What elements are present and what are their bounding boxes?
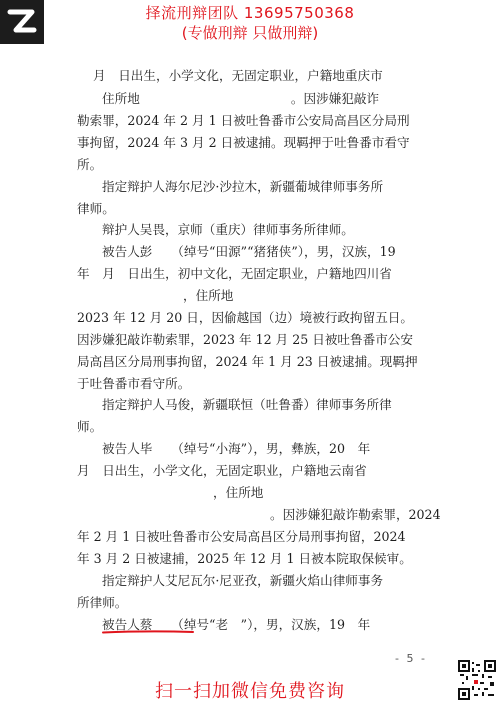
text-line: 事拘留，2024 年 3 月 2 日被逮捕。现羁押于吐鲁番市看守 bbox=[77, 135, 410, 150]
text-line: 被告人毕 （绰号“小海”），男，彝族，20 年 bbox=[102, 441, 371, 456]
text-line: ，住所地 bbox=[183, 288, 234, 303]
text-line: 于吐鲁番市看守所。 bbox=[77, 376, 191, 391]
qr-code-icon[interactable] bbox=[458, 660, 496, 700]
wechat-consult-banner: 扫一扫加微信免费咨询 bbox=[155, 681, 345, 702]
text-line: 被告人彭 （绰号“田源”“猪猪侠”），男，汉族，19 bbox=[102, 244, 396, 259]
text-line: 2023 年 12 月 20 日，因偷越国（边）境被行政拘留五日。 bbox=[77, 310, 413, 325]
text-line: 因涉嫌犯敲诈勒索罪，2023 年 12 月 25 日被吐鲁番市公安 bbox=[77, 332, 413, 347]
text-line: 律师。 bbox=[77, 201, 115, 216]
header-title: 择流刑辩团队 13695750368 bbox=[145, 4, 355, 22]
header-subtitle: (专做刑辩 只做刑辩) bbox=[181, 24, 319, 42]
text-line: 所律师。 bbox=[77, 595, 128, 610]
text-line: 局高昌区分局刑事拘留，2024 年 1 月 23 日被逮捕。现羁押 bbox=[77, 354, 418, 369]
text-line: 指定辩护人海尔尼沙·沙拉木，新疆葡城律师事务所 bbox=[102, 179, 384, 194]
text-line: 年 3 月 2 日被逮捕，2025 年 12 月 1 日被本院取保候审。 bbox=[77, 551, 412, 566]
page-number: - 5 - bbox=[395, 652, 427, 665]
text-line: 指定辩护人艾尼瓦尔·尼亚孜，新疆火焰山律师事务 bbox=[102, 573, 384, 588]
text-line: 师。 bbox=[77, 419, 103, 434]
text-line: 辩护人吴畏，京师（重庆）律师事务所律师。 bbox=[102, 222, 354, 237]
text-line: 月 日出生，小学文化，无固定职业，户籍地重庆市 bbox=[93, 68, 383, 83]
text-line: 勒索罪，2024 年 2 月 1 日被吐鲁番市公安局高昌区分局刑 bbox=[77, 113, 410, 128]
text-line: 指定辩护人马俊，新疆联恒（吐鲁番）律师事务所律 bbox=[102, 397, 392, 412]
red-underline-mark bbox=[102, 630, 194, 634]
text-line: 住所地 。因涉嫌犯敲诈 bbox=[102, 91, 380, 106]
text-line: 被告人蔡 （绰号“老 ”），男，汉族，19 年 bbox=[102, 617, 371, 632]
text-line: ，住所地 bbox=[213, 485, 264, 500]
text-line: 。因涉嫌犯敲诈勒索罪，2024 bbox=[270, 507, 441, 522]
text-line: 年 2 月 1 日被吐鲁番市公安局高昌区分局刑事拘留，2024 bbox=[77, 529, 406, 544]
text-line: 年 月 日出生，初中文化，无固定职业，户籍地四川省 bbox=[77, 266, 392, 281]
text-line: 所。 bbox=[77, 157, 103, 172]
text-line: 月 日出生，小学文化，无固定职业，户籍地云南省 bbox=[77, 463, 367, 478]
